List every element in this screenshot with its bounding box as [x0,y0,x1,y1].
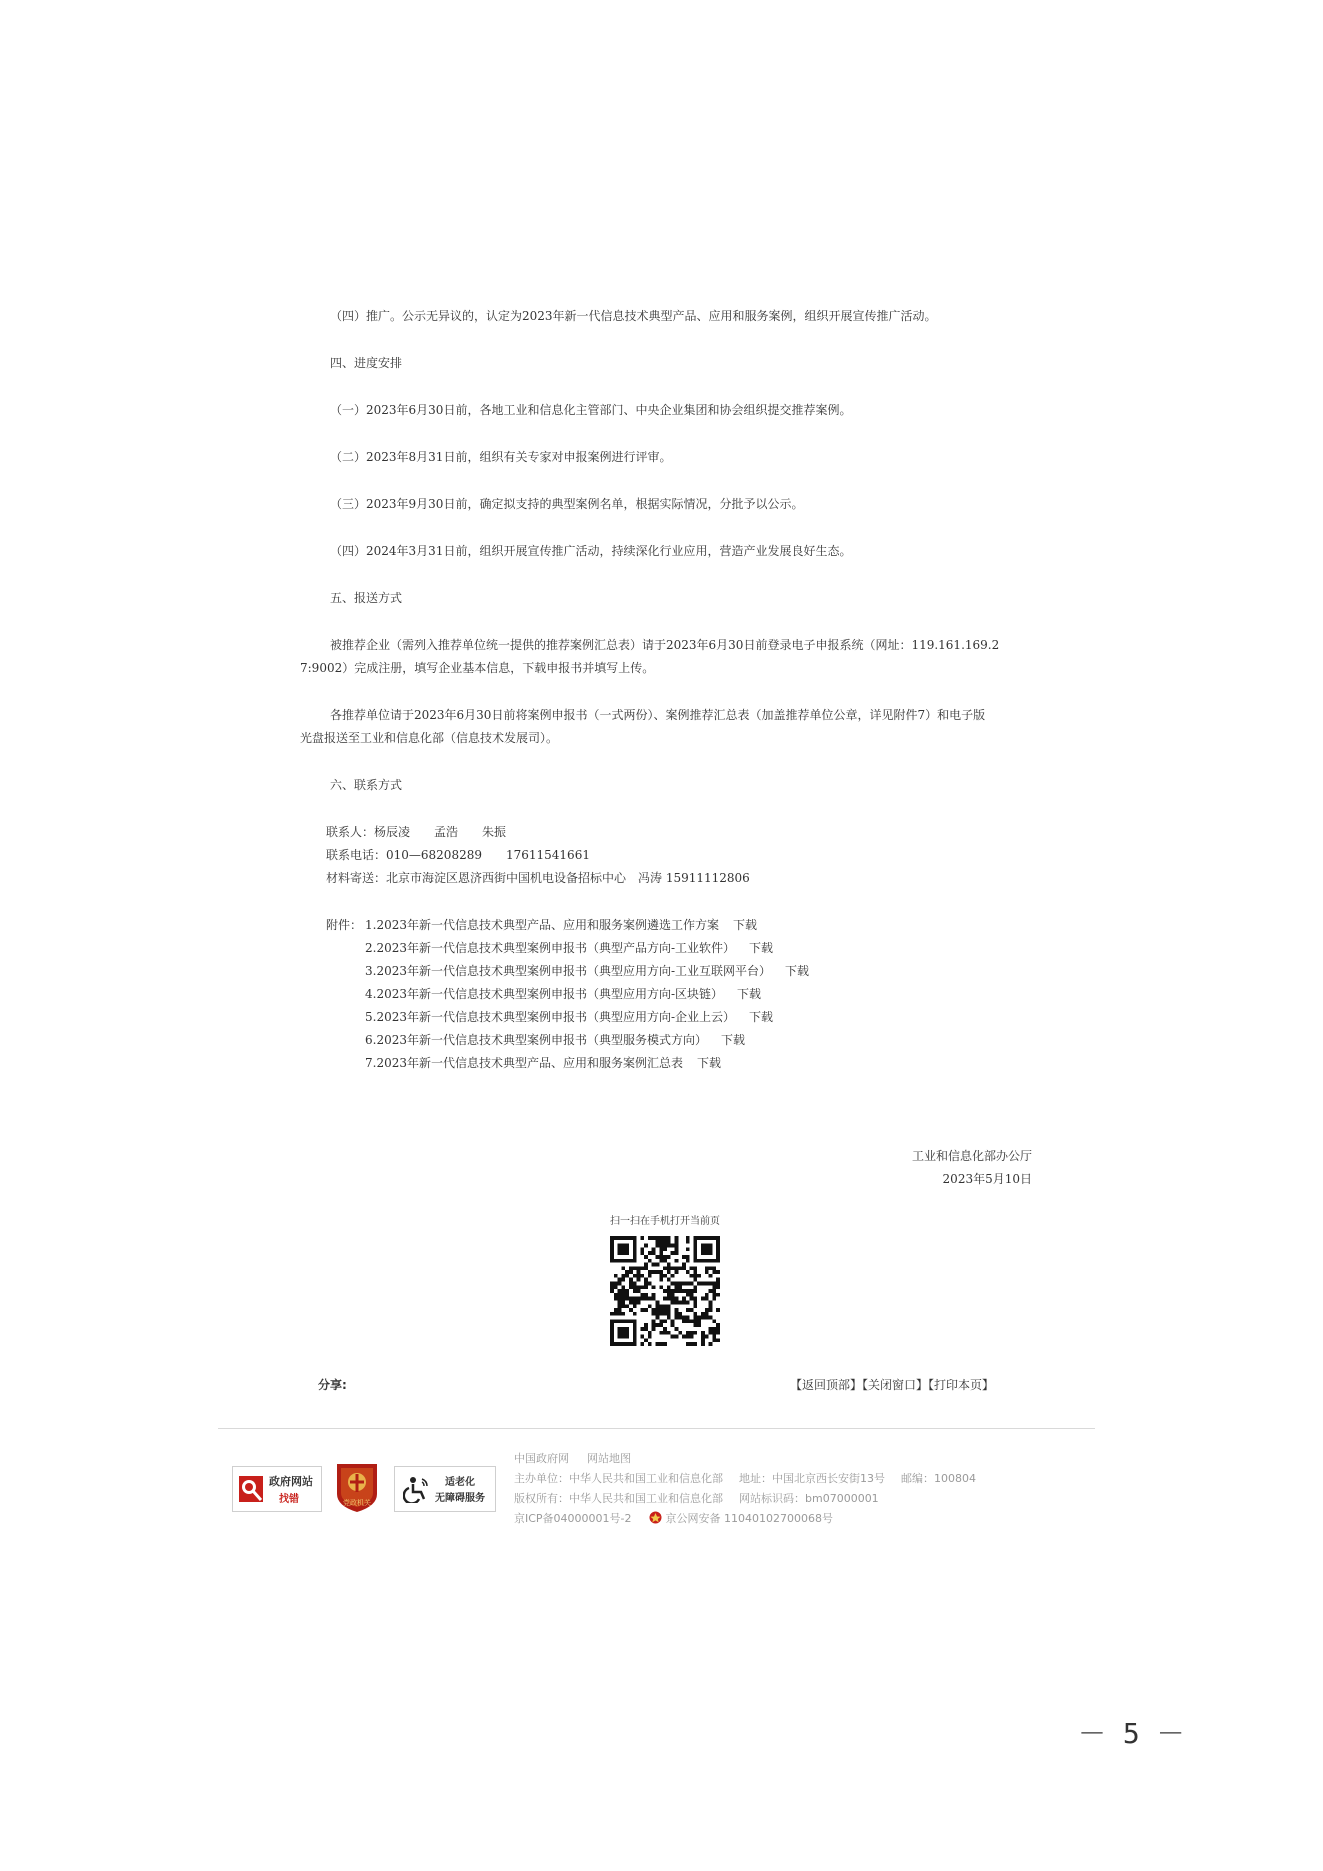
submission-para-2-line-1: 各推荐单位请于2023年6月30日前将案例申报书（一式两份）、案例推荐汇总表（加盖推荐单位公章，详见附件7）和电子版 [330,708,986,722]
footer-copyright: 版权所有：中华人民共和国工业和信息化部 [514,1492,723,1505]
section-heading-schedule: 四、进度安排 [330,356,403,370]
attachment-title: 1.2023年新一代信息技术典型产品、应用和服务案例遴选工作方案 [365,918,719,932]
submission-para-1-line-1: 被推荐企业（需列入推荐单位统一提供的推荐案例汇总表）请于2023年6月30日前登录电子申报系统（网址：119.161.169.2 [330,638,1000,652]
party-gov-badge[interactable] [333,1460,381,1514]
contact-person: 联系人：杨辰凌 孟浩 朱振 [326,825,507,839]
attachment-title: 4.2023年新一代信息技术典型案例申报书（典型应用方向-区块链） [365,987,724,1001]
elder-badge-top-text: 适老化 [445,1477,475,1488]
attachments-prefix: 附件： [326,918,363,932]
gov-site-error-badge[interactable] [232,1466,322,1512]
attachment-row-6 [365,1030,745,1050]
attachment-row-5 [365,1007,773,1027]
download-link[interactable]: 下载 [733,918,758,932]
magnifier-icon [237,1473,267,1505]
contact-phone: 联系电话：010—68208289 17611541661 [326,848,590,862]
attachment-row-7 [365,1053,721,1073]
attachment-row-3 [365,961,809,981]
footer-links [514,1450,631,1468]
print-page-link[interactable]: 【打印本页】 [928,1378,995,1392]
download-link[interactable]: 下载 [785,964,810,978]
police-badge-icon [649,1511,662,1524]
attachment-title: 6.2023年新一代信息技术典型案例申报书（典型服务模式方向） [365,1033,707,1047]
qr-caption: 扫一扫在手机打开当前页 [610,1216,720,1227]
elderly-accessibility-badge[interactable] [394,1466,496,1512]
attachment-title: 7.2023年新一代信息技术典型产品、应用和服务案例汇总表 [365,1056,683,1070]
share-label: 分享: [318,1378,347,1392]
para-promotion: （四）推广。公示无异议的，认定为2023年新一代信息技术典型产品、应用和服务案例，组织开展宣传推广活动。 [330,309,937,323]
attachment-title: 3.2023年新一代信息技术典型案例申报书（典型应用方向-工业互联网平台） [365,964,772,978]
download-link[interactable]: 下载 [749,1010,774,1024]
footer-address: 地址：中国北京西长安街13号 [739,1472,885,1485]
signature-date: 2023年5月10日 [942,1172,1032,1186]
elder-badge-bottom-text: 无障碍服务 [435,1493,485,1504]
close-window-link[interactable]: 【关闭窗口】 [862,1378,929,1392]
police-record-link[interactable]: 京公网安备 11040102700068号 [665,1512,833,1525]
signature-org: 工业和信息化部办公厅 [911,1149,1032,1163]
submission-para-1-line-2: 7:9002）完成注册，填写企业基本信息，下载申报书并填写上传。 [300,661,655,675]
attachment-title: 2.2023年新一代信息技术典型案例申报书（典型产品方向-工业软件） [365,941,736,955]
download-link[interactable]: 下载 [737,987,762,1001]
qr-code-icon [610,1236,720,1346]
page-number: － 5 － [1078,1717,1185,1750]
download-link[interactable]: 下载 [721,1033,746,1047]
schedule-item-3: （三）2023年9月30日前，确定拟支持的典型案例名单，根据实际情况，分批予以公示。 [330,497,804,511]
footer-site-id: 网站标识码：bm07000001 [739,1492,879,1505]
submission-para-2-line-2: 光盘报送至工业和信息化部（信息技术发展司）。 [300,731,559,745]
contact-mail-address: 材料寄送：北京市海淀区恩济西街中国机电设备招标中心 冯涛 15911112806 [326,871,750,885]
site-map-link[interactable]: 网站地图 [587,1452,631,1465]
gov-badge-bottom-text: 找错 [279,1494,299,1505]
download-link[interactable]: 下载 [697,1056,722,1070]
section-heading-contact: 六、联系方式 [330,778,403,792]
footer-record-row [514,1510,833,1528]
download-link[interactable]: 下载 [749,941,774,955]
footer-copyright-row [514,1490,879,1508]
back-to-top-link[interactable]: 【返回顶部】 [790,1378,863,1392]
wheelchair-icon [403,1475,431,1503]
gov-portal-link[interactable]: 中国政府网 [514,1452,569,1465]
footer-sponsor-row [514,1470,976,1488]
footer-postcode: 邮编：100804 [901,1472,976,1485]
party-badge-text: 党政机关 [343,1499,371,1507]
schedule-item-1: （一）2023年6月30日前，各地工业和信息化主管部门、中央企业集团和协会组织提交推荐案例。 [330,403,852,417]
gov-badge-top-text: 政府网站 [269,1475,313,1488]
attachment-row-4 [365,984,761,1004]
attachment-row-2 [365,938,773,958]
schedule-item-4: （四）2024年3月31日前，组织开展宣传推广活动，持续深化行业应用，营造产业发展良好生态。 [330,544,852,558]
footer-divider [218,1428,1095,1429]
attachment-row-1 [365,915,757,935]
schedule-item-2: （二）2023年8月31日前，组织有关专家对申报案例进行评审。 [330,450,672,464]
page-actions [790,1375,994,1395]
footer-sponsor: 主办单位：中华人民共和国工业和信息化部 [514,1472,723,1485]
attachment-title: 5.2023年新一代信息技术典型案例申报书（典型应用方向-企业上云） [365,1010,736,1024]
icp-record-link[interactable]: 京ICP备04000001号-2 [514,1512,632,1525]
section-heading-submission: 五、报送方式 [330,591,403,605]
